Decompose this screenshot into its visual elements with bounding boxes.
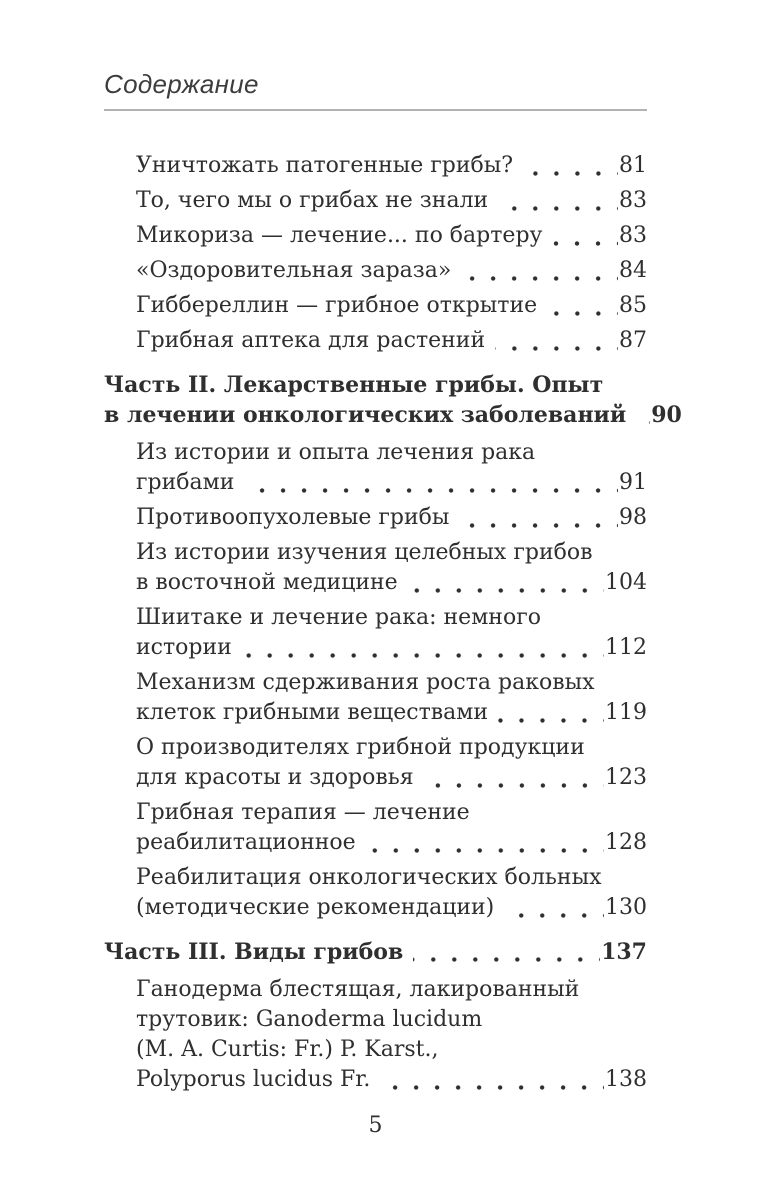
toc-section-entry <box>104 937 647 967</box>
toc-entry-line: Часть II. Лекарственные грибы. Опыт <box>104 371 604 398</box>
page-title: Содержание <box>104 69 259 99</box>
toc-entry <box>104 668 647 728</box>
toc-entry-title: Противоопухолевые грибы <box>136 504 450 530</box>
toc-entry-line <box>136 633 647 663</box>
toc-entry-line <box>136 151 647 181</box>
dot-leader <box>459 522 618 529</box>
toc-entry-line: Реабилитация онкологических больных <box>136 864 602 890</box>
toc-entry-page-number: 90 <box>651 401 682 428</box>
toc-entry-line <box>136 503 647 533</box>
toc-entry <box>104 186 647 216</box>
toc-entry-page-number: 91 <box>619 469 647 495</box>
toc-entry <box>104 538 647 598</box>
toc-entry-title: клеток грибными веществами <box>136 699 489 725</box>
toc-entry <box>104 291 647 321</box>
toc-entry <box>104 503 647 533</box>
toc-entry-line <box>136 893 647 923</box>
toc-entry-page-number: 83 <box>619 222 647 248</box>
toc-entry-title: грибами <box>136 469 235 495</box>
toc-entry-page-number: 119 <box>605 699 647 725</box>
toc-entry-line: (M. A. Curtis: Fr.) P. Karst., <box>136 1036 439 1062</box>
toc-entry-title: в восточной медицине <box>136 569 398 595</box>
toc-entry <box>104 326 647 356</box>
toc-entry-line <box>136 1065 647 1095</box>
toc-entry-title: (методические рекомендации) <box>136 894 495 920</box>
dot-leader <box>424 782 604 789</box>
toc-entry <box>104 221 647 251</box>
toc-entry-title: Грибная аптека для растений <box>136 327 486 353</box>
toc-entry <box>104 151 647 181</box>
dot-leader <box>495 345 618 352</box>
dot-leader <box>523 170 618 177</box>
toc-entry-line: Из истории и опыта лечения рака <box>136 439 536 465</box>
dot-leader <box>380 1084 604 1091</box>
toc-entry-title: То, чего мы о грибах не знали <box>136 187 489 213</box>
toc-entry-title: реабилитационное <box>136 829 356 855</box>
toc-entry-page-number: 123 <box>605 764 647 790</box>
dot-leader <box>552 240 618 247</box>
dot-leader <box>366 847 604 854</box>
toc-entry-line: Ганодерма блестящая, лакированный <box>136 976 580 1002</box>
toc-entry-line: О производителях грибной продукции <box>136 734 585 760</box>
toc-entry-line: Грибная терапия — лечение <box>136 799 470 825</box>
toc-entry-page-number: 138 <box>605 1066 647 1092</box>
toc-entry-page-number: 85 <box>619 292 647 318</box>
toc-entry-title: «Оздоровительная зараза» <box>136 257 452 283</box>
dot-leader <box>636 419 650 426</box>
dot-leader <box>413 956 600 963</box>
toc-entry-page-number: 112 <box>605 634 647 660</box>
dot-leader <box>461 275 618 282</box>
toc-entry-line <box>136 763 647 793</box>
dot-leader <box>498 717 604 724</box>
dot-leader <box>498 205 618 212</box>
toc-entry-line <box>136 698 647 728</box>
toc-entry-line <box>136 468 647 498</box>
toc-entry-title: истории <box>136 634 232 660</box>
toc-entry <box>104 256 647 286</box>
toc-entry-page-number: 83 <box>619 187 647 213</box>
toc-entry-line <box>136 291 647 321</box>
toc-entry-page-number: 130 <box>605 894 647 920</box>
toc-list <box>104 151 682 1095</box>
toc-entry-line: трутовик: Ganoderma lucidum <box>136 1006 483 1032</box>
toc-entry-title: Микориза — лечение... по бартеру <box>136 222 543 248</box>
toc-entry-title: в лечении онкологических заболеваний <box>104 401 627 428</box>
toc-entry <box>104 603 647 663</box>
dot-leader <box>547 310 618 317</box>
toc-entry-line: Шиитаке и лечение рака: немного <box>136 604 541 630</box>
toc-entry <box>104 863 647 923</box>
toc-entry-title: для красоты и здоровья <box>136 764 414 790</box>
toc-entry-line <box>136 568 647 598</box>
toc-entry-line <box>136 256 647 286</box>
toc-entry-title: Уничтожать патогенные грибы? <box>136 152 514 178</box>
toc-entry <box>104 438 647 498</box>
toc-entry-title: Часть III. Виды грибов <box>104 938 404 965</box>
toc-entry-line: Механизм сдерживания роста раковых <box>136 669 595 695</box>
toc-entry-page-number: 81 <box>619 152 647 178</box>
toc-entry-line: Из истории изучения целебных грибов <box>136 539 593 565</box>
toc-entry-line <box>136 221 647 251</box>
dot-leader <box>408 587 604 594</box>
page-footer <box>104 1111 647 1141</box>
toc-entry-page-number: 84 <box>619 257 647 283</box>
toc-entry-line <box>104 400 682 430</box>
toc-entry-page-number: 104 <box>605 569 647 595</box>
toc-entry-page-number: 128 <box>605 829 647 855</box>
toc-entry-line <box>136 326 647 356</box>
dot-leader <box>504 912 604 919</box>
toc-entry-title: Гиббереллин — грибное открытие <box>136 292 538 318</box>
toc-entry <box>104 798 647 858</box>
toc-entry-line <box>136 186 647 216</box>
folio-page-number: 5 <box>368 1112 383 1138</box>
toc-entry-page-number: 87 <box>619 327 647 353</box>
page-header <box>104 70 647 111</box>
toc-entry <box>104 975 647 1095</box>
dot-leader <box>244 487 618 494</box>
toc-entry-page-number: 98 <box>619 504 647 530</box>
toc-section-entry <box>104 370 682 430</box>
toc-entry-line <box>104 937 647 967</box>
dot-leader <box>242 652 604 659</box>
toc-entry-line <box>136 828 647 858</box>
header-rule <box>104 109 647 111</box>
toc-entry <box>104 733 647 793</box>
toc-entry-title: Polyporus lucidus Fr. <box>136 1066 371 1092</box>
toc-entry-page-number: 137 <box>601 938 647 965</box>
